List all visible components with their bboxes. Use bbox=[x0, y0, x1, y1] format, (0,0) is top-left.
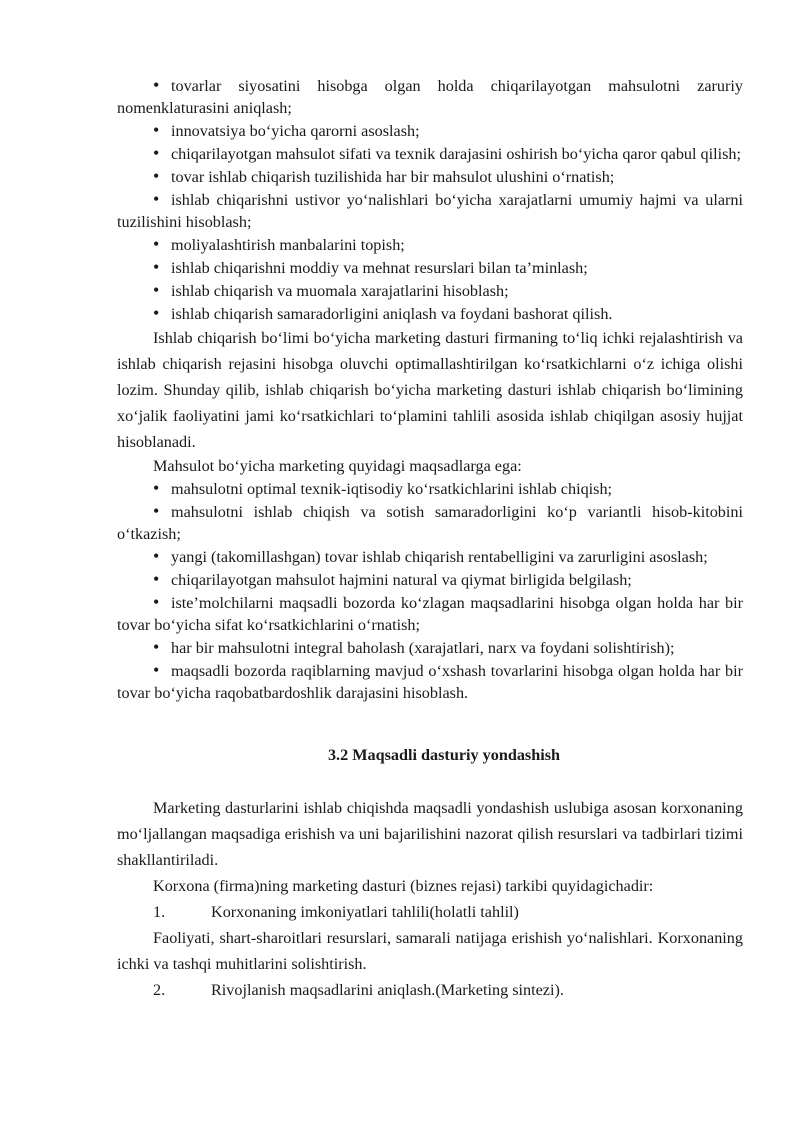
body-paragraph: Mahsulot bo‘yicha marketing quyidagi maqsadlarga ega: bbox=[153, 457, 522, 475]
bullet-item: • ishlab chiqarish samaradorligini aniqlash va foydani bashorat qilish. bbox=[117, 302, 743, 325]
body-paragraph: Korxona (firma)ning marketing dasturi (biznes rejasi) tarkibi quyidagichadir: bbox=[153, 877, 654, 895]
bullet-item: • tovarlar siyosatini hisobga olgan holda chiqarilayotgan mahsulotni zaruriy nomenklaturasini aniqlash; bbox=[117, 74, 743, 119]
bullet-item: • ishlab chiqarish va muomala xarajatlarini hisoblash; bbox=[117, 279, 743, 302]
bullet-item: • ishlab chiqarishni ustivor yo‘nalishlari bo‘yicha xarajatlarni umumiy hajmi va ularni tuzilishini hisoblash; bbox=[117, 188, 743, 233]
item-text: Rivojlanish maqsadlarini aniqlash.(Marketing sintezi). bbox=[211, 981, 564, 999]
bullet-item: • yangi (takomillashgan) tovar ishlab chiqarish rentabelligini va zarurligini asoslash; bbox=[117, 545, 743, 568]
bullet-item: • innovatsiya bo‘yicha qarorni asoslash; bbox=[117, 119, 743, 142]
section-heading: 3.2 Maqsadli dasturiy yondashish bbox=[327, 746, 561, 764]
numbered-item bbox=[117, 977, 743, 1003]
bullet-item: • tovar ishlab chiqarish tuzilishida har bir mahsulot ulushini o‘rnatish; bbox=[117, 165, 743, 188]
bullet-item: • iste’molchilarni maqsadli bozorda ko‘zlagan maqsadlarini hisobga olgan holda har bir tovar bo‘yicha sifat ko‘rsatkichlarini o‘rnatish; bbox=[117, 591, 743, 636]
bullet-item: • chiqarilayotgan mahsulot hajmini natural va qiymat birligida belgilash; bbox=[117, 568, 743, 591]
bullet-item: • mahsulotni optimal texnik-iqtisodiy ko‘rsatkichlarini ishlab chiqish; bbox=[117, 477, 743, 500]
numbered-item bbox=[117, 899, 743, 925]
bullet-item: • mahsulotni ishlab chiqish va sotish samaradorligini ko‘p variantli hisob-kitobini o‘tkazish; bbox=[117, 500, 743, 545]
item-number: 1. bbox=[153, 903, 166, 921]
body-paragraph: Marketing dasturlarini ishlab chiqishda maqsadli yondashish uslubiga asosan korxonaning mo‘ljallangan maqsadiga erishish va uni bajarilishini nazorat qilish resurslari va tadbirlari tizimi shakllantiriladi. bbox=[117, 799, 743, 869]
body-paragraph: Faoliyati, shart-sharoitlari resurslari, samarali natijaga erishish yo‘nalishlari. Korxonaning ichki va tashqi muhitlarini solishtirish. bbox=[117, 929, 743, 973]
bullet-item: • maqsadli bozorda raqiblarning mavjud o‘xshash tovarlarini hisobga olgan holda har bir tovar bo‘yicha raqobatbardoshlik darajasini hisoblash. bbox=[117, 659, 743, 704]
body-paragraph: Ishlab chiqarish bo‘limi bo‘yicha marketing dasturi firmaning to‘liq ichki rejalashtirish va ishlab chiqarish rejasini hisobga oluvchi optimallashtirilgan ko‘rsatkichlarni o‘z ichiga olishi lozim. Shunday qilib, ishlab chiqarish bo‘yicha marketing dasturi ishlab chiqarish bo‘limining xo‘jalik faoliyatini jami ko‘rsatkichlari to‘plamini tahlili asosida ishlab chiqilgan asosiy hujjat hisoblanadi. bbox=[117, 329, 743, 451]
item-text: Korxonaning imkoniyatlari tahlili(holatli tahlil) bbox=[211, 903, 519, 921]
item-number: 2. bbox=[153, 981, 166, 999]
bullet-item: • moliyalashtirish manbalarini topish; bbox=[117, 233, 743, 256]
bullet-item: • har bir mahsulotni integral baholash (xarajatlari, narx va foydani solishtirish); bbox=[117, 636, 743, 659]
bullet-item: • chiqarilayotgan mahsulot sifati va texnik darajasini oshirish bo‘yicha qaror qabul qilish; bbox=[117, 142, 743, 165]
page-content bbox=[117, 74, 743, 1003]
bullet-item: • ishlab chiqarishni moddiy va mehnat resurslari bilan ta’minlash; bbox=[117, 256, 743, 279]
